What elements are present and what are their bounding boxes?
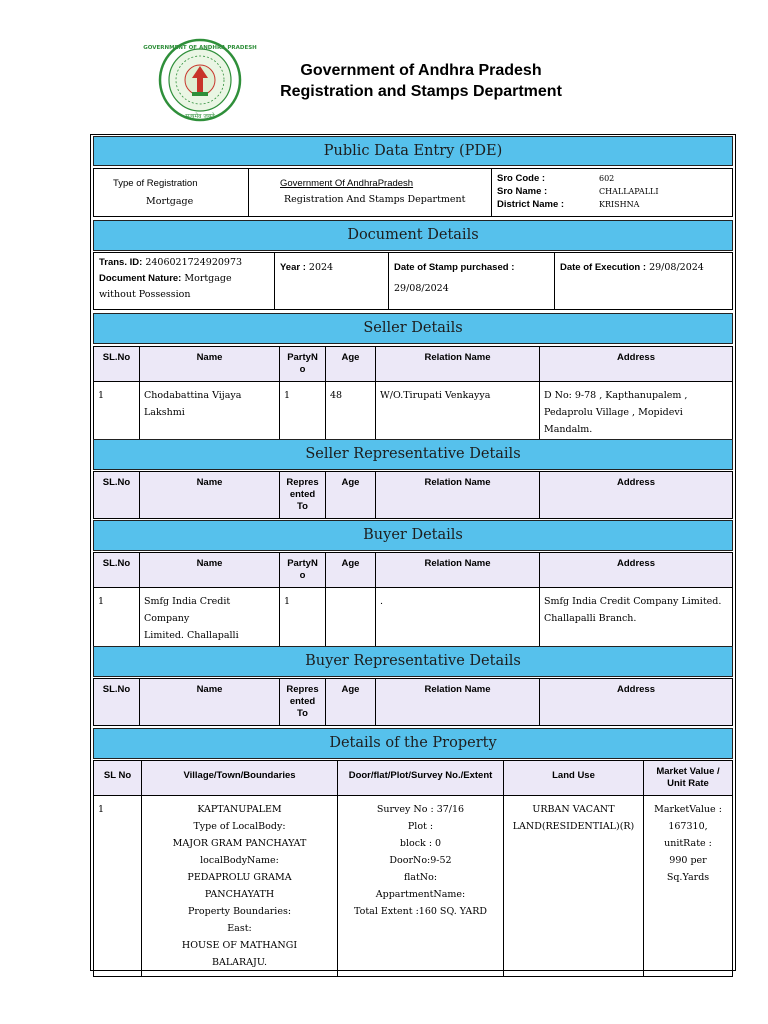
col-relation-name: Relation Name	[376, 679, 540, 726]
band-property-details: Details of the Property	[93, 728, 733, 759]
execution-date-value: 29/08/2024	[649, 262, 704, 273]
seller-name: Chodabattina Vijaya Lakshmi	[140, 382, 280, 461]
seller-party-no: 1	[280, 382, 326, 461]
seller-address: D No: 9-78 , Kapthanupalem , Pedaprolu Village , Mopidevi Mandalm.	[540, 382, 733, 461]
col-name: Name	[140, 347, 280, 382]
registration-type-value: Mortgage	[146, 196, 194, 207]
col-slno: SL.No	[94, 553, 140, 588]
property-market-value: MarketValue : 167310, unitRate : 990 per Sq.Yards	[644, 796, 733, 977]
organization-cell	[249, 169, 492, 216]
document-panel	[93, 252, 733, 310]
year-value: 2024	[308, 262, 334, 273]
registration-panel	[93, 168, 733, 217]
buyer-name: Smfg India Credit Company Limited. Challapalli	[140, 588, 280, 667]
property-survey-details: Survey No : 37/16 Plot : block : 0 DoorNo:9-52 flatNo: AppartmentName: Total Extent :160 SQ. YARD	[338, 796, 504, 977]
property-slno: 1	[94, 796, 142, 977]
emblem-text-top: GOVERNMENT OF ANDHRA PRADESH	[143, 45, 257, 51]
band-public-data-entry: Public Data Entry (PDE)	[93, 136, 733, 166]
district-name-label: District Name :	[497, 199, 565, 210]
col-slno: SL.No	[94, 472, 140, 519]
pde-form	[90, 134, 736, 971]
col-address: Address	[540, 472, 733, 519]
year-cell	[275, 253, 389, 309]
organization-name: Government Of AndhraPradesh	[280, 178, 414, 189]
year-label: Year :	[280, 262, 306, 273]
seller-slno: 1	[94, 382, 140, 461]
col-relation-name: Relation Name	[376, 472, 540, 519]
col-relation-name: Relation Name	[376, 347, 540, 382]
stamp-date-cell	[389, 253, 555, 309]
seller-age: 48	[326, 382, 376, 461]
seller-table-wrap	[93, 346, 733, 438]
col-name: Name	[140, 472, 280, 519]
buyer-slno: 1	[94, 588, 140, 667]
stamp-date-label: Date of Stamp purchased :	[394, 262, 515, 273]
col-address: Address	[540, 679, 733, 726]
band-seller-representative: Seller Representative Details	[93, 439, 733, 470]
buyer-table-wrap	[93, 552, 733, 645]
sro-name-value: CHALLAPALLI	[599, 187, 659, 196]
property-table	[93, 760, 733, 977]
property-land-use: URBAN VACANT LAND(RESIDENTIAL)(R)	[504, 796, 644, 977]
document-nature-label: Document Nature:	[99, 273, 182, 284]
col-party-no: PartyN o	[280, 347, 326, 382]
col-village-boundaries: Village/Town/Boundaries	[142, 761, 338, 796]
registration-type-cell	[94, 169, 249, 216]
col-slno: SL.No	[94, 347, 140, 382]
col-party-no: PartyN o	[280, 553, 326, 588]
buyer-rep-table-wrap	[93, 678, 733, 726]
col-name: Name	[140, 679, 280, 726]
col-relation-name: Relation Name	[376, 553, 540, 588]
emblem-motto: सत्यमेव जयते	[185, 113, 215, 120]
col-door-survey-extent: Door/flat/Plot/Survey No./Extent	[338, 761, 504, 796]
band-seller-details: Seller Details	[93, 313, 733, 344]
document-nature-value-cont: without Possession	[99, 289, 191, 300]
buyer-relation: .	[376, 588, 540, 667]
stamp-date-value: 29/08/2024	[394, 283, 449, 294]
band-buyer-details: Buyer Details	[93, 520, 733, 551]
col-age: Age	[326, 679, 376, 726]
property-table-wrap	[93, 760, 733, 970]
property-village: KAPTANUPALEM Type of LocalBody: MAJOR GRAM PANCHAYAT localBodyName: PEDAPROLU GRAMA PANCHAYATH Property Boundaries: East: HOUSE OF MATHANGI BALARAJU.	[142, 796, 338, 977]
col-age: Age	[326, 553, 376, 588]
seller-rep-table	[93, 471, 733, 519]
col-sl-no: SL No	[94, 761, 142, 796]
col-age: Age	[326, 347, 376, 382]
col-name: Name	[140, 553, 280, 588]
trans-id-label: Trans. ID:	[99, 257, 143, 268]
col-market-value: Market Value / Unit Rate	[644, 761, 733, 796]
col-slno: SL.No	[94, 679, 140, 726]
document-nature-value: Mortgage	[184, 273, 232, 284]
seller-rep-table-wrap	[93, 471, 733, 518]
organization-department: Registration And Stamps Department	[284, 194, 466, 205]
buyer-party-no: 1	[280, 588, 326, 667]
col-land-use: Land Use	[504, 761, 644, 796]
col-address: Address	[540, 347, 733, 382]
department-title: Registration and Stamps Department	[280, 83, 562, 100]
registration-type-label: Type of Registration	[113, 178, 198, 189]
table-row	[94, 796, 733, 977]
transaction-cell	[94, 253, 275, 309]
execution-date-label: Date of Execution :	[560, 262, 647, 273]
col-represented-to: Repres ented To	[280, 472, 326, 519]
sro-code-label: Sro Code :	[497, 173, 546, 184]
trans-id-value: 2406021724920973	[145, 257, 243, 268]
district-name-value: KRISHNA	[599, 200, 640, 209]
sro-code-value: 602	[599, 174, 615, 183]
col-represented-to: Repres ented To	[280, 679, 326, 726]
col-address: Address	[540, 553, 733, 588]
government-title: Government of Andhra Pradesh	[300, 62, 542, 79]
buyer-address: Smfg India Credit Company Limited. Challapalli Branch.	[540, 588, 733, 667]
ap-government-emblem	[143, 38, 257, 122]
execution-date-cell	[555, 253, 732, 309]
band-document-details: Document Details	[93, 220, 733, 251]
band-buyer-representative: Buyer Representative Details	[93, 646, 733, 677]
sro-name-label: Sro Name :	[497, 186, 548, 197]
buyer-rep-table	[93, 678, 733, 726]
col-age: Age	[326, 472, 376, 519]
sro-cell	[492, 169, 732, 216]
seller-relation: W/O.Tirupati Venkayya	[376, 382, 540, 461]
